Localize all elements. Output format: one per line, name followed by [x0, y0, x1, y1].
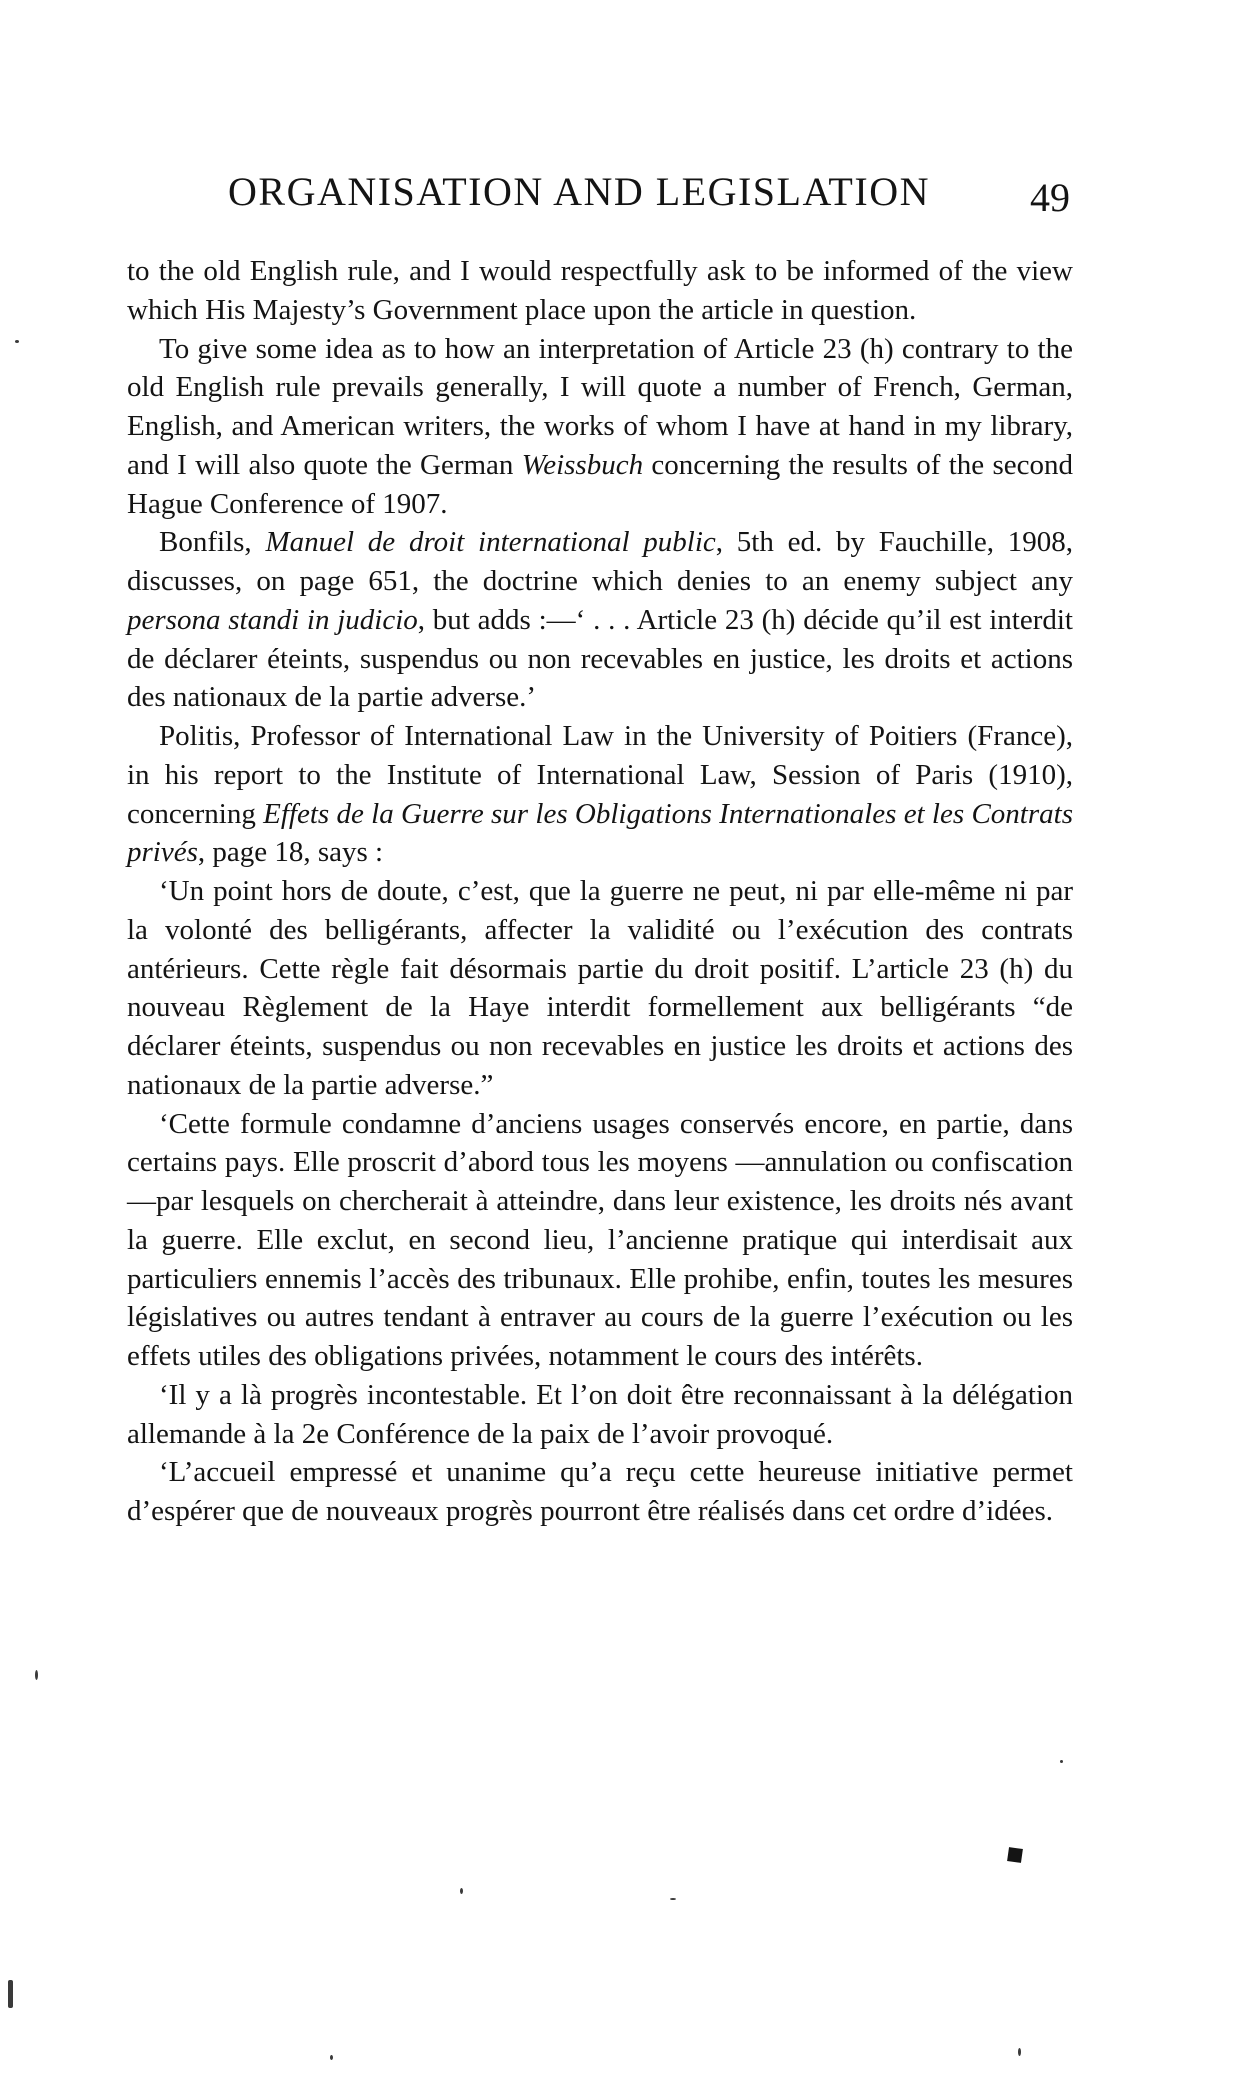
paragraph-text: , but adds :—‘ . . . Article 23 (h) décide qu’il est interdit de déclarer éteints, suspendus ou non recevables en justice, les droits et actions des nationaux de la partie adverse.’ — [127, 603, 1073, 714]
quote-paragraph-2 — [127, 1105, 1073, 1376]
scan-speck-icon — [460, 1888, 463, 1894]
body-text — [127, 252, 1073, 1531]
scan-speck-icon — [670, 1898, 676, 1900]
scan-speck-icon — [1018, 2048, 1021, 2056]
quote-paragraph-3 — [127, 1376, 1073, 1454]
paragraph-1 — [127, 252, 1073, 330]
paragraph-text: To give some idea as to how an interpretation of Article 23 (h) contrary to the old English rule prevails generally, I will quote a number of French, German, English, and American writers, the works of whom I have at hand in my library, and I will also quote the German — [127, 332, 1073, 481]
book-title-weissbuch: Weissbuch — [521, 448, 644, 481]
paragraph-text: Bonfils, — [159, 526, 266, 559]
scan-speck-icon — [8, 1980, 13, 2008]
scan-speck-icon — [1060, 1760, 1063, 1763]
page-number: 49 — [1030, 175, 1070, 220]
scan-speck-icon — [15, 340, 19, 343]
paragraph-text: ‘Il y a là progrès incontestable. Et l’on doit être reconnaissant à la délégation allemande à la 2e Conférence de la paix de l’avoir provoqué. — [127, 1378, 1073, 1450]
book-title-manuel: Manuel de droit international public — [265, 526, 716, 559]
paragraph-text: ‘L’accueil empressé et unanime qu’a reçu cette heureuse initiative permet d’espérer que de nouveaux progrès pourront être réalisés dans cet ordre d’idées. — [127, 1456, 1073, 1527]
quote-paragraph-4 — [127, 1453, 1073, 1531]
latin-term: persona standi in judicio — [127, 603, 418, 636]
paragraph-text: ‘Cette formule condamne d’anciens usages conservés encore, en partie, dans certains pays. Elle proscrit d’abord tous les moyens —annulation ou confiscation—par lesquels on chercherait à atteindre, dans leur existence, les droits nés avant la guerre. Elle exclut, en second lieu, l’ancienne pratique qui interdisait aux particuliers ennemis l’accès des tribunaux. Elle prohibe, enfin, toutes les mesures législatives ou autres tendant à entraver au cours de la guerre l’exécution ou les effets utiles des obligations privées, notamment le cours des intérêts. — [127, 1107, 1073, 1372]
end-mark-icon — [1007, 1847, 1023, 1863]
paragraph-text: concerning the results of the second Hague Conference of 1907. — [127, 448, 1073, 520]
paragraph-4 — [127, 717, 1073, 872]
running-title: ORGANISATION AND LEGISLATION — [228, 169, 930, 214]
quote-paragraph-1 — [127, 872, 1073, 1105]
report-title-effets: Effets de la Guerre sur les Obligations Internationales et les Contrats privés — [127, 797, 1073, 869]
paragraph-3 — [127, 523, 1073, 717]
paragraph-text: ‘Un point hors de doute, c’est, que la guerre ne peut, ni par elle-même ni par la volonté des belligérants, affecter la validité ou l’exécution des contrats antérieurs. Cette règle fait désormais partie du droit positif. L’article 23 (h) du nouveau Règlement de la Haye interdit formellement aux belligérants “de déclarer éteints, suspendus ou non recevables en justice les droits et actions des nationaux de la partie adverse.” — [127, 875, 1073, 1101]
paragraph-2 — [127, 330, 1073, 524]
scan-speck-icon — [35, 1670, 38, 1680]
scan-speck-icon — [330, 2055, 333, 2060]
running-header — [228, 168, 1070, 228]
paragraph-text: to the old English rule, and I would respectfully ask to be informed of the view which His Majesty’s Government place upon the article in question. — [127, 255, 1073, 326]
paragraph-text: Politis, Professor of International Law in the University of Poitiers (France), in his report to the Institute of International Law, Session of Paris (1910), concerning — [127, 720, 1073, 830]
paragraph-text: , page 18, says : — [197, 836, 384, 869]
paragraph-text: , 5th ed. by Fauchille, 1908, discusses, on page 651, the doctrine which denies to an enemy subject any — [127, 526, 1073, 597]
